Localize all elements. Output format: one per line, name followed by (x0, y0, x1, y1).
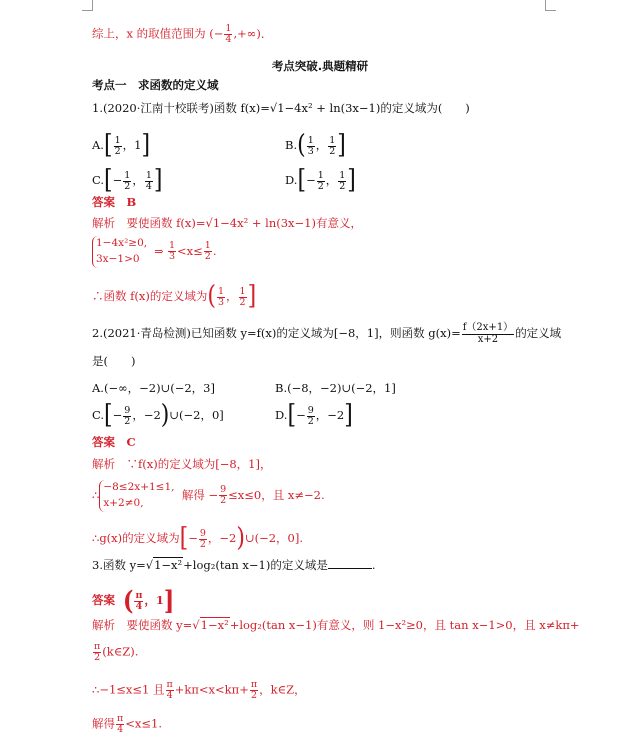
q1-analysis: 解析 要使函数 f(x)=√1−4x² + ln(3x−1)有意义， (92, 216, 362, 230)
q1-system: 1−4x²≥0, 3x−1>0 ⇒ $\frac{1}{3}$ <x≤ $\frac{1}{2}$ . (92, 236, 217, 268)
q3-analysis-3: ∴−1≤x≤1 且 $\frac{\pi}{4}$ +kπ<x<kπ+ $\frac{\pi}{2}$ ，k∈Z， (92, 679, 306, 701)
q2-option-c[interactable]: C.[− $\frac{9}{2}$ ，−2)∪(−2，0] (92, 400, 224, 431)
q3-analysis-4: 解得 $\frac{\pi}{4}$ <x≤1. (92, 713, 162, 735)
q1-stem: 1.(2020·江南十校联考)函数 f(x)=√1−4x² + ln(3x−1)的定义域为( ) (92, 101, 470, 115)
intro-line: 综上，x 的取值范围为 (− $\frac{1}{4}$ ,+∞)． (92, 23, 273, 45)
q3-analysis-2: $\frac{\pi}{2}$ (k∈Z). (94, 641, 139, 663)
q2-answer: 答案 C (92, 435, 136, 449)
q2-system: ∴−8≤2x+1≤1, x+2≠0, 解得 − $\frac{9}{2}$ ≤x≤0，且 x≠−2. (92, 480, 325, 512)
q2-option-b[interactable]: B.(−8，−2)∪(−2，1] (275, 381, 396, 395)
page-corner-mark (545, 0, 556, 11)
q1-option-c[interactable]: C.[− $\frac{1}{2}$ ， $\frac{1}{4}$ ] (92, 165, 163, 196)
section-title: 考点突破.典题精研 (271, 59, 369, 73)
kaodian-heading: 考点一 求函数的定义域 (92, 78, 219, 92)
q2-option-d[interactable]: D.[− $\frac{9}{2}$ ，−2] (275, 400, 353, 431)
q1-conclusion: ∴函数 f(x)的定义域为( $\frac{1}{3}$ ， $\frac{1}{2}$ ] (92, 281, 257, 312)
q1-answer: 答案 B (92, 195, 137, 209)
q1-option-d[interactable]: D.[− $\frac{1}{2}$ ， $\frac{1}{2}$ ] (285, 165, 356, 196)
q3-answer: 答案 ( $\frac{\pi}{4}$ ，1] (92, 585, 175, 617)
q1-option-a[interactable]: A.[ $\frac{1}{2}$ ，1] (92, 130, 151, 161)
q3-stem: 3.函数 y=√1−x²+log₂(tan x−1)的定义域是 . (92, 558, 376, 572)
q3-analysis: 解析 要使函数 y=√1−x²+log₂(tan x−1)有意义，则 1−x²≥0，且 tan x−1>0，且 x≠kπ+ (92, 618, 580, 632)
q2-conclusion: ∴g(x)的定义域为[− $\frac{9}{2}$ ，−2)∪(−2，0]. (92, 523, 304, 554)
page-corner-mark (82, 0, 93, 11)
q2-option-a[interactable]: A.(−∞，−2)∪(−2，3] (92, 381, 215, 395)
q2-stem-cont: 是( ) (92, 354, 136, 368)
q2-analysis: 解析 ∵f(x)的定义域为[−8，1]， (92, 457, 272, 471)
q1-option-b[interactable]: B.( $\frac{1}{3}$ ， $\frac{1}{2}$ ] (285, 130, 346, 161)
q2-stem: 2.(2021·青岛检测)已知函数 y=f(x)的定义域为[−8，1]，则函数 g(x)= $\frac{f(2x+1)}{x+2}$ 的定义域 (92, 322, 562, 345)
